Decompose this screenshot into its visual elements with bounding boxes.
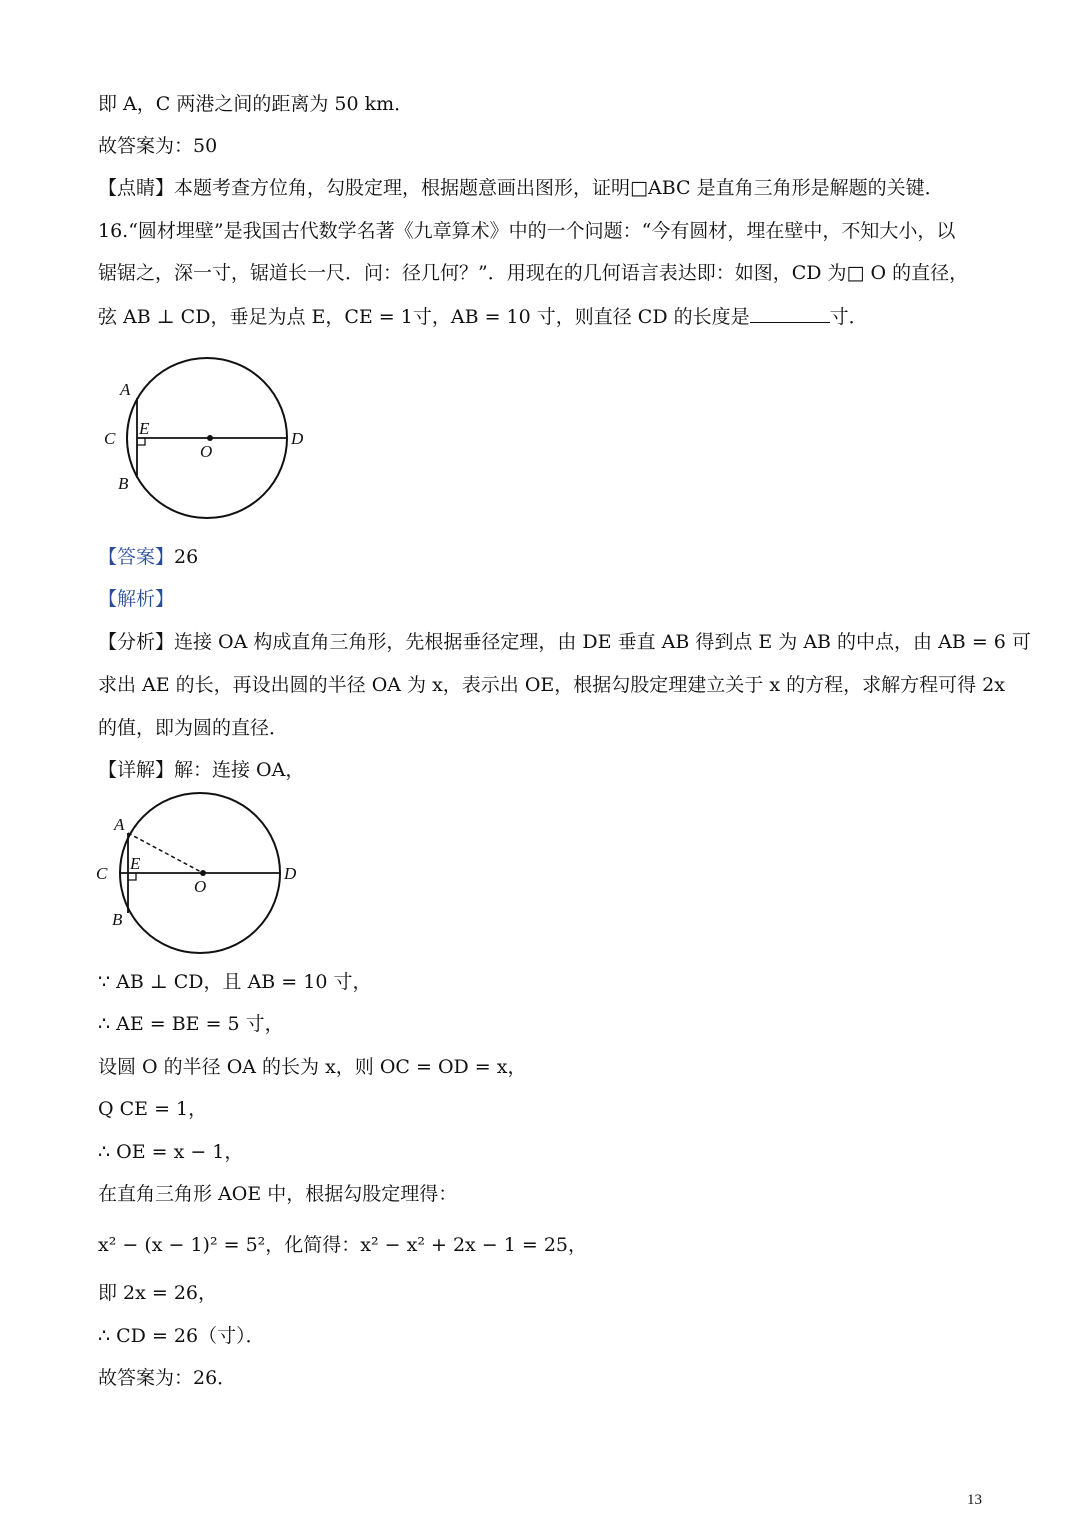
circle-figure-1 — [90, 345, 330, 530]
text-line-answer-previous: 故答案为：50 — [98, 135, 218, 157]
comment-tag: 【点睛】 — [98, 177, 175, 199]
step-6: 在直角三角形 AOE 中，根据勾股定理得： — [98, 1183, 458, 1205]
label-b-2: B — [112, 910, 123, 929]
label-c: C — [104, 429, 116, 448]
analysis-line-2: 求出 AE 的长，再设出圆的半径 OA 为 x，表示出 OE，根据勾股定理建立关于 x 的方程，求解方程可得 2x — [98, 674, 1005, 696]
label-e: E — [139, 419, 150, 438]
question-line-1: 16.“圆材埋壁”是我国古代数学名著《九章算术》中的一个问题：“今有圆材，埋在壁中，不知大小，以 — [98, 220, 956, 242]
answer-tag: 【答案】 — [98, 546, 175, 568]
circle-figure-2 — [90, 782, 320, 962]
detail-intro: 解：连接 OA， — [174, 759, 305, 781]
question-chord: 弦 AB ⊥ CD，垂足为点 E， — [98, 306, 345, 328]
label-b: B — [118, 474, 129, 493]
step-10: 故答案为：26． — [98, 1367, 237, 1389]
analysis-line-1 — [98, 630, 1031, 654]
step-5: ∴ OE = x − 1， — [98, 1141, 244, 1163]
analysis-text-1: 连接 OA 构成直角三角形，先根据垂径定理，由 DE 垂直 AB 得到点 E 为 AB 的中点，由 AB = 6 可 — [174, 631, 1031, 653]
label-a: A — [120, 380, 131, 399]
label-e-2: E — [130, 854, 141, 873]
step-8: 即 2x = 26， — [98, 1282, 218, 1304]
question-unit: 寸． — [829, 306, 868, 328]
label-o: O — [200, 442, 213, 461]
analysis-line-3: 的值，即为圆的直径． — [98, 717, 289, 739]
analysis-heading: 【解析】 — [98, 588, 175, 610]
answer-value: 26 — [174, 546, 199, 568]
question-line-2: 锯锯之，深一寸，锯道长一尺．问：径几何？”．用现在的几何语言表达即：如图，CD 为□ O 的直径， — [98, 262, 969, 284]
step-9: ∴ CD = 26（寸）． — [98, 1325, 265, 1347]
question-ce: CE = 1寸， — [344, 306, 451, 328]
detail-tag: 【详解】 — [98, 759, 175, 781]
label-o-2: O — [194, 877, 207, 896]
step-1: ∵ AB ⊥ CD，且 AB = 10 寸， — [98, 971, 372, 993]
detail-line — [98, 758, 304, 782]
comment-text: 本题考查方位角，勾股定理，根据题意画出图形，证明□ABC 是直角三角形是解题的关键． — [174, 177, 944, 199]
page-number: 13 — [967, 1492, 982, 1508]
analysis-tag: 【分析】 — [98, 631, 175, 653]
question-line-3 — [98, 304, 868, 329]
text-line-comment — [98, 176, 944, 200]
step-7: x² − (x − 1)² = 5²，化简得：x² − x² + 2x − 1 = 25， — [98, 1234, 588, 1256]
label-c-2: C — [96, 864, 108, 883]
step-2: ∴ AE = BE = 5 寸， — [98, 1013, 284, 1035]
text-line-distance: 即 A，C 两港之间的距离为 50 km． — [98, 93, 414, 115]
answer-blank — [750, 304, 830, 323]
label-a-2: A — [114, 815, 125, 834]
step-4: Q CE = 1， — [98, 1098, 208, 1120]
answer-line — [98, 545, 198, 569]
label-d: D — [291, 429, 304, 448]
step-3: 设圆 O 的半径 OA 的长为 x，则 OC = OD = x， — [98, 1056, 527, 1078]
question-ab: AB = 10 寸，则直径 CD 的长度是 — [450, 306, 750, 328]
label-d-2: D — [284, 864, 297, 883]
